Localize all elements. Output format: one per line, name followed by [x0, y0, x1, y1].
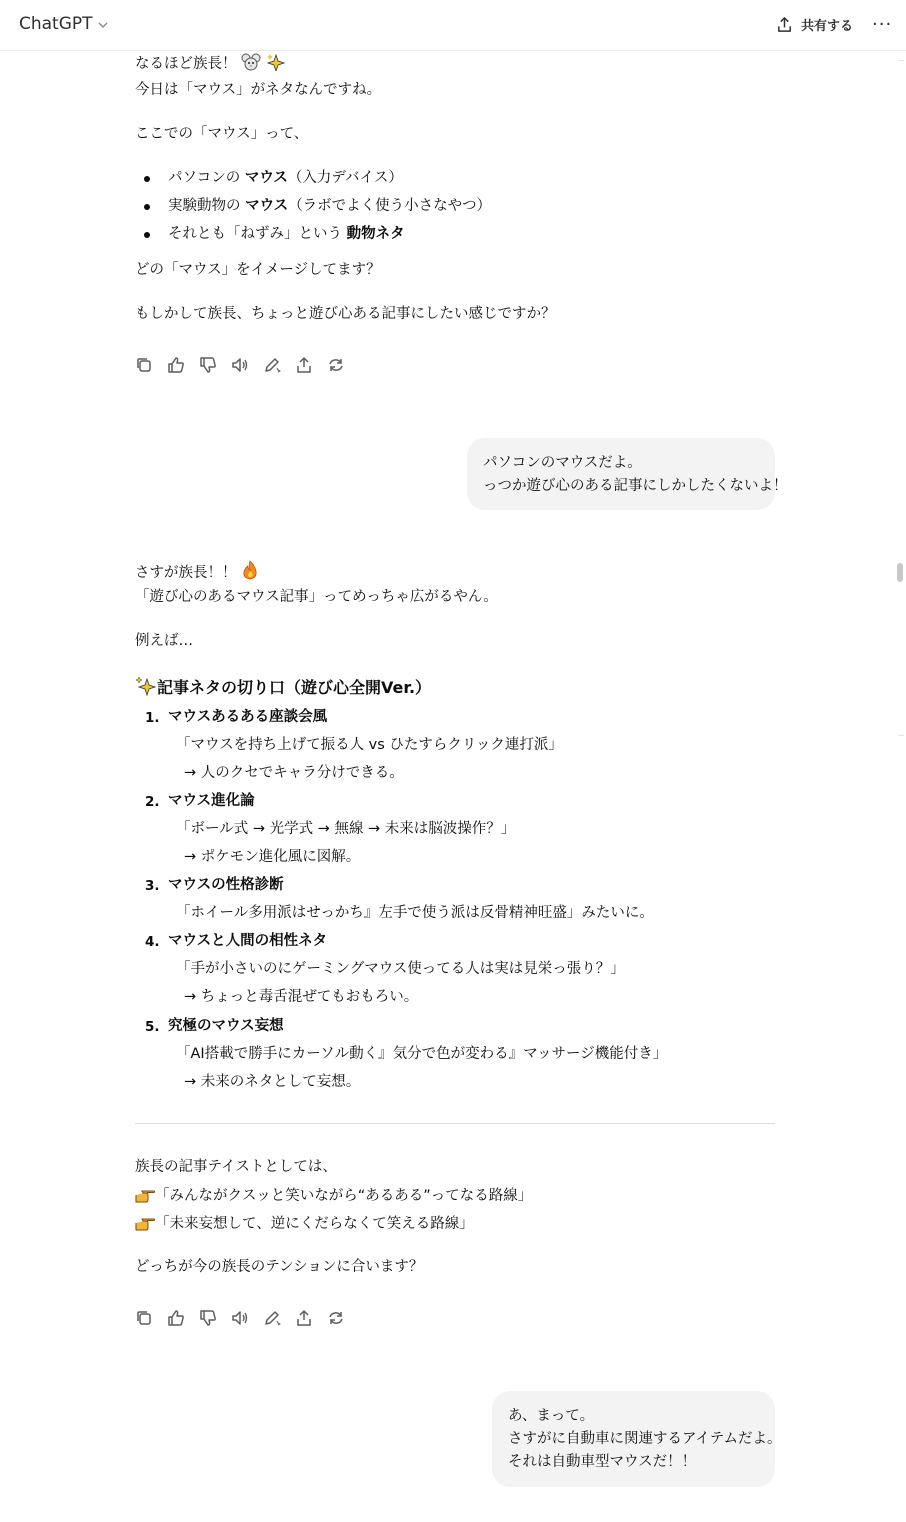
divider: [135, 1123, 775, 1124]
section-heading: 記事ネタの切り口（遊び心全開Ver.）: [135, 676, 431, 697]
list-item-note: → ちょっと毒舌混ぜてもおもろい。: [184, 989, 419, 1005]
list-item-title: マウスの性格診断: [168, 877, 284, 893]
list-item-quote: 「ボール式 → 光学式 → 無線 → 未来は脳波操作？」: [176, 821, 516, 837]
share-icon: [776, 16, 793, 33]
assistant-msg-line: 例えば…: [135, 633, 193, 649]
model-selector[interactable]: [19, 14, 109, 34]
thumbs-down-icon[interactable]: [199, 356, 217, 374]
read-aloud-icon[interactable]: [231, 356, 249, 374]
mouse-face-icon: [241, 53, 261, 71]
list-item-note: → ポケモン進化風に図解。: [184, 849, 361, 865]
more-options-button[interactable]: ···: [872, 14, 893, 35]
share-message-icon[interactable]: [295, 356, 313, 374]
list-item-quote: 「マウスを持ち上げて振る人 vs ひたすらクリック連打派」: [176, 737, 563, 753]
read-aloud-icon[interactable]: [231, 1309, 249, 1327]
sparkles-icon: [135, 676, 157, 696]
scroll-track-marker: [898, 735, 904, 736]
pointing-hand-icon: [135, 1215, 155, 1231]
list-item-quote: 「AI搭載で勝手にカーソル動く』気分で色が変わる』マッサージ機能付き」: [176, 1046, 668, 1062]
share-message-icon[interactable]: [295, 1309, 313, 1327]
chevron-down-icon: [97, 19, 109, 31]
thumbs-up-icon[interactable]: [167, 356, 185, 374]
scroll-track-marker: [898, 60, 904, 61]
assistant-msg-line: なるほど族長！: [135, 53, 286, 73]
regenerate-icon[interactable]: [327, 1309, 345, 1327]
list-item-title: マウス進化論: [168, 793, 255, 809]
share-button[interactable]: [776, 15, 853, 34]
list-item: それとも「ねずみ」という 動物ネタ: [168, 226, 405, 242]
thumbs-down-icon[interactable]: [199, 1309, 217, 1327]
list-item: パソコンの マウス（入力デバイス）: [168, 170, 403, 186]
copy-icon[interactable]: [135, 1309, 153, 1327]
list-item-title: マウスと人間の相性ネタ: [168, 933, 328, 949]
assistant-msg-line: さすが族長！！: [135, 560, 259, 582]
user-message-bubble: [492, 1391, 782, 1487]
list-item: 実験動物の マウス（ラボでよく使う小さなやつ）: [168, 198, 492, 214]
list-item-quote: 「ホイール多用派はせっかち』左手で使う派は反骨精神旺盛」みたいに。: [176, 905, 654, 921]
message-actions: [135, 356, 345, 374]
assistant-msg-line: 今日は「マウス」がネタなんですね。: [135, 82, 382, 98]
edit-canvas-icon[interactable]: [263, 1309, 281, 1327]
option-line: 「未来妄想して、逆にくだらなくて笑える路線」: [135, 1215, 474, 1233]
assistant-msg-line: 族長の記事テイストとしては、: [135, 1159, 337, 1175]
user-msg-line: それは自動車型マウスだ！！: [508, 1454, 697, 1471]
model-label: ChatGPT: [19, 14, 93, 34]
list-item-note: → 人のクセでキャラ分けできる。: [184, 765, 404, 781]
user-msg-line: っつか遊び心のある記事にしかしたくないよ！: [483, 478, 788, 495]
edit-canvas-icon[interactable]: [263, 356, 281, 374]
user-msg-line: さすがに自動車に関連するアイテムだよ。: [508, 1431, 782, 1448]
list-number: 3.: [145, 878, 160, 894]
top-bar: [0, 0, 906, 51]
bullet-dot: [144, 176, 150, 182]
user-message-bubble: [467, 438, 788, 510]
list-item-title: マウスあるある座談会風: [168, 709, 328, 725]
bullet-dot: [144, 204, 150, 210]
share-label: 共有する: [801, 19, 854, 34]
list-number: 2.: [145, 794, 160, 810]
thumbs-up-icon[interactable]: [167, 1309, 185, 1327]
list-number: 5.: [145, 1019, 160, 1035]
regenerate-icon[interactable]: [327, 356, 345, 374]
bullet-dot: [144, 232, 150, 238]
user-msg-line: あ、まって。: [508, 1408, 595, 1424]
assistant-msg-line: どの「マウス」をイメージしてます？: [135, 262, 381, 278]
list-item-note: → 未来のネタとして妄想。: [184, 1074, 361, 1090]
list-number: 4.: [145, 934, 160, 950]
user-msg-line: パソコンのマウスだよ。: [483, 455, 642, 471]
pointing-hand-icon: [135, 1187, 155, 1203]
list-number: 1.: [145, 710, 160, 726]
sparkles-icon: [266, 53, 286, 71]
list-item-quote: 「手が小さいのにゲーミングマウス使ってる人は実は見栄っ張り？」: [176, 961, 625, 977]
scrollbar-thumb[interactable]: [897, 563, 903, 582]
assistant-msg-line: 「遊び心のあるマウス記事」ってめっちゃ広がるやん。: [135, 589, 498, 605]
fire-icon: [241, 560, 259, 580]
assistant-msg-line: ここでの「マウス」って、: [135, 126, 309, 142]
list-item-title: 究極のマウス妄想: [168, 1018, 284, 1034]
assistant-msg-line: どっちが今の族長のテンションに合います？: [135, 1259, 424, 1275]
copy-icon[interactable]: [135, 356, 153, 374]
message-actions: [135, 1309, 345, 1327]
option-line: 「みんながクスッと笑いながら“あるある”ってなる路線」: [135, 1187, 532, 1205]
assistant-msg-line: もしかして族長、ちょっと遊び心ある記事にしたい感じですか？: [135, 306, 556, 322]
